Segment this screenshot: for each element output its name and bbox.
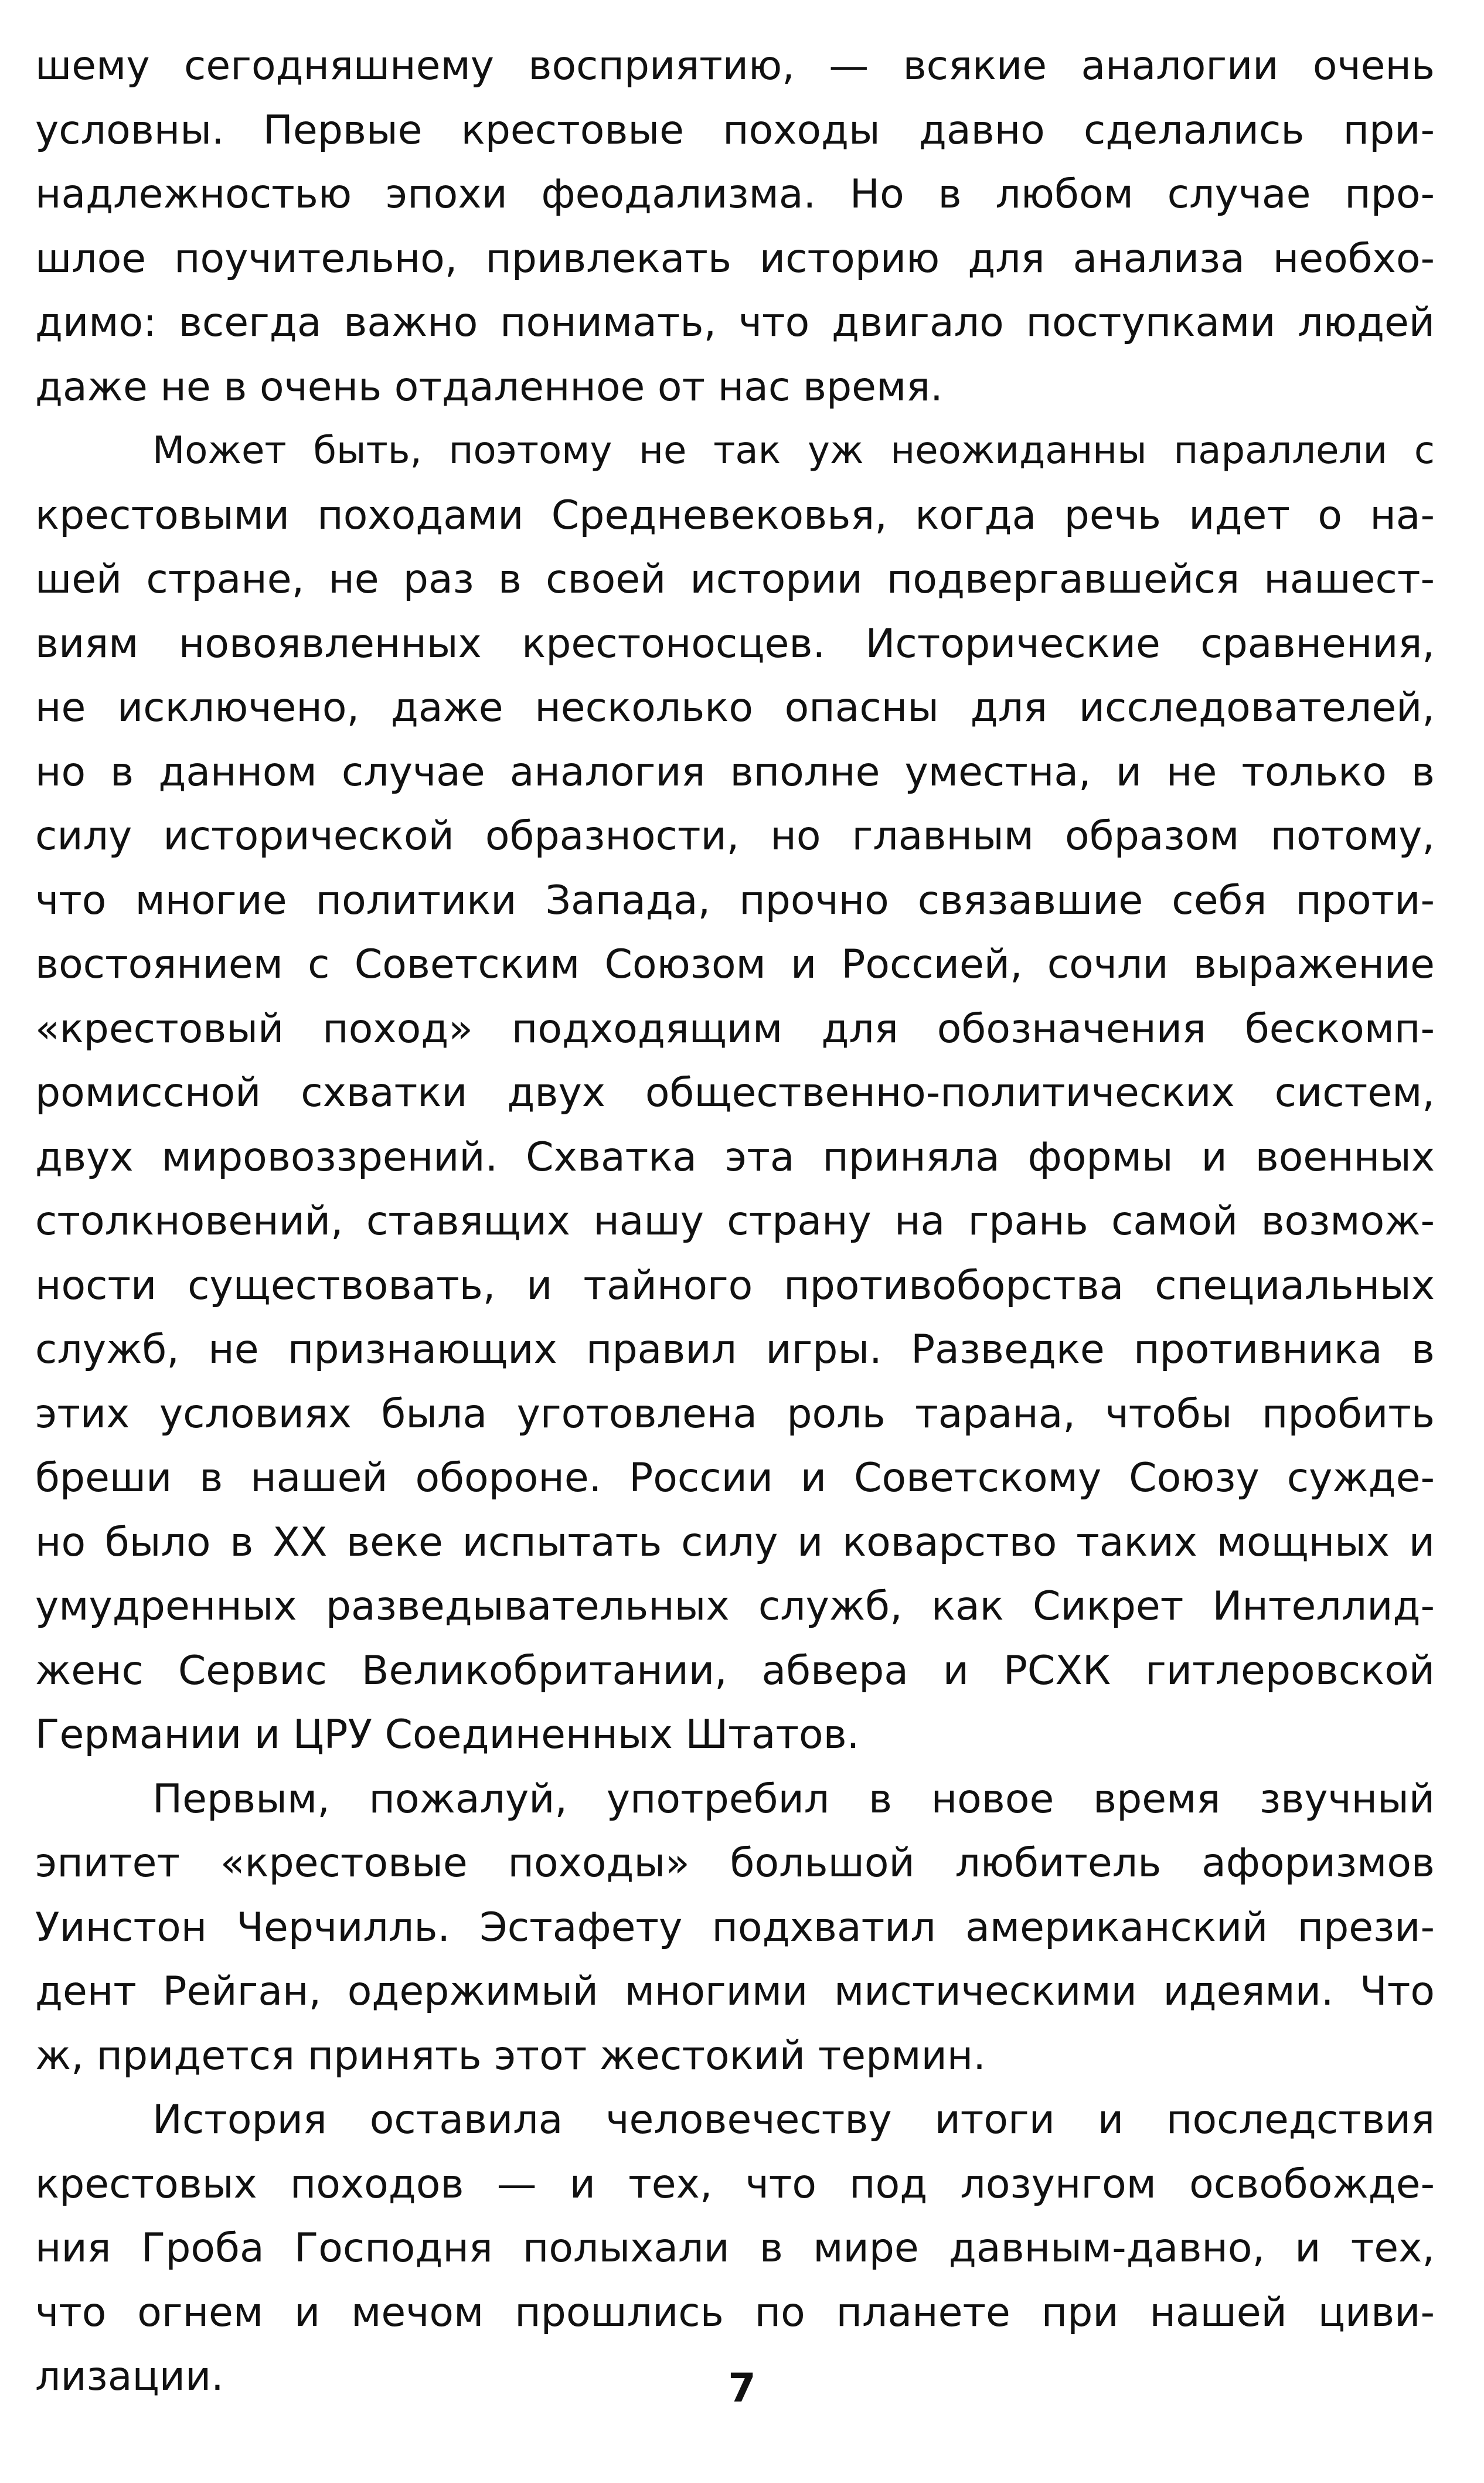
text-line: женс Сервис Великобритании, абвера и РСХК гитлеровской: [35, 1647, 1435, 1694]
text-line: что огнем и мечом прошлись по планете при нашей циви-: [35, 2289, 1435, 2336]
text-line: лизации.: [35, 2353, 224, 2400]
text-line: что многие политики Запада, прочно связавшие себя проти-: [35, 877, 1435, 924]
text-line: силу исторической образности, но главным образом потому,: [35, 813, 1435, 859]
text-line: Германии и ЦРУ Соединенных Штатов.: [35, 1712, 860, 1758]
text-line: Уинстон Черчилль. Эстафету подхватил американский прези-: [35, 1904, 1435, 1951]
text-line: служб, не признающих правил игры. Разведке противника в: [35, 1326, 1435, 1373]
text-line: шлое поучительно, привлекать историю для анализа необхо-: [35, 235, 1435, 282]
text-line: Первым, пожалуй, употребил в новое время звучный: [152, 1775, 1435, 1822]
text-line: условны. Первые крестовые походы давно сделались при-: [35, 107, 1435, 154]
text-line: Может быть, поэтому не так уж неожиданны параллели с: [152, 429, 1435, 472]
text-line: востоянием с Советским Союзом и Россией, сочли выражение: [35, 941, 1435, 988]
text-line: двух мировоззрений. Схватка эта приняла формы и военных: [35, 1134, 1435, 1181]
text-line: этих условиях была уготовлена роль тарана, чтобы пробить: [35, 1390, 1435, 1437]
text-line: дент Рейган, одержимый многими мистическими идеями. Что: [35, 1968, 1435, 2015]
text-line: надлежностью эпохи феодализма. Но в любом случае про-: [35, 171, 1435, 217]
text-line: но было в XX веке испытать силу и коварство таких мощных и: [35, 1519, 1435, 1566]
text-line: димо: всегда важно понимать, что двигало поступками людей: [35, 300, 1435, 346]
text-line: не исключено, даже несколько опасны для исследователей,: [35, 685, 1435, 731]
text-line: столкновений, ставящих нашу страну на грань самой возмож-: [35, 1198, 1435, 1244]
text-line: ж, придется принять этот жестокий термин.: [35, 2032, 986, 2079]
paragraph: [35, 1767, 1435, 2089]
text-line: ромиссной схватки двух общественно-политических систем,: [35, 1070, 1435, 1116]
text-line: ности существовать, и тайного противоборства специальных: [35, 1262, 1435, 1309]
paragraph: [35, 419, 1435, 1767]
page-number: 7: [728, 2365, 756, 2411]
text-line: «крестовый поход» подходящим для обозначения бескомп-: [35, 1005, 1435, 1052]
text-line: эпитет «крестовые походы» большой любитель афоризмов: [35, 1840, 1435, 1886]
text-line: шей стране, не раз в своей истории подвергавшейся нашест-: [35, 556, 1435, 603]
text-line: ния Гроба Господня полыхали в мире давным-давно, и тех,: [35, 2225, 1435, 2271]
paragraph: [35, 2088, 1435, 2409]
text-line: даже не в очень отдаленное от нас время.: [35, 363, 943, 410]
text-line: умудренных разведывательных служб, как Сикрет Интеллид-: [35, 1583, 1435, 1630]
text-line: бреши в нашей обороне. России и Советскому Союзу сужде-: [35, 1455, 1435, 1501]
text-line: но в данном случае аналогия вполне уместна, и не только в: [35, 749, 1435, 795]
paragraph: [35, 34, 1435, 419]
text-line: крестовыми походами Средневековья, когда речь идет о на-: [35, 492, 1435, 539]
text-line: крестовых походов — и тех, что под лозунгом освобожде-: [35, 2161, 1435, 2208]
body-text: [35, 34, 1435, 2409]
text-line: виям новоявленных крестоносцев. Исторические сравнения,: [35, 620, 1435, 667]
text-line: История оставила человечеству итоги и последствия: [152, 2097, 1435, 2143]
text-line: шему сегодняшнему восприятию, — всякие аналогии очень: [35, 43, 1435, 89]
